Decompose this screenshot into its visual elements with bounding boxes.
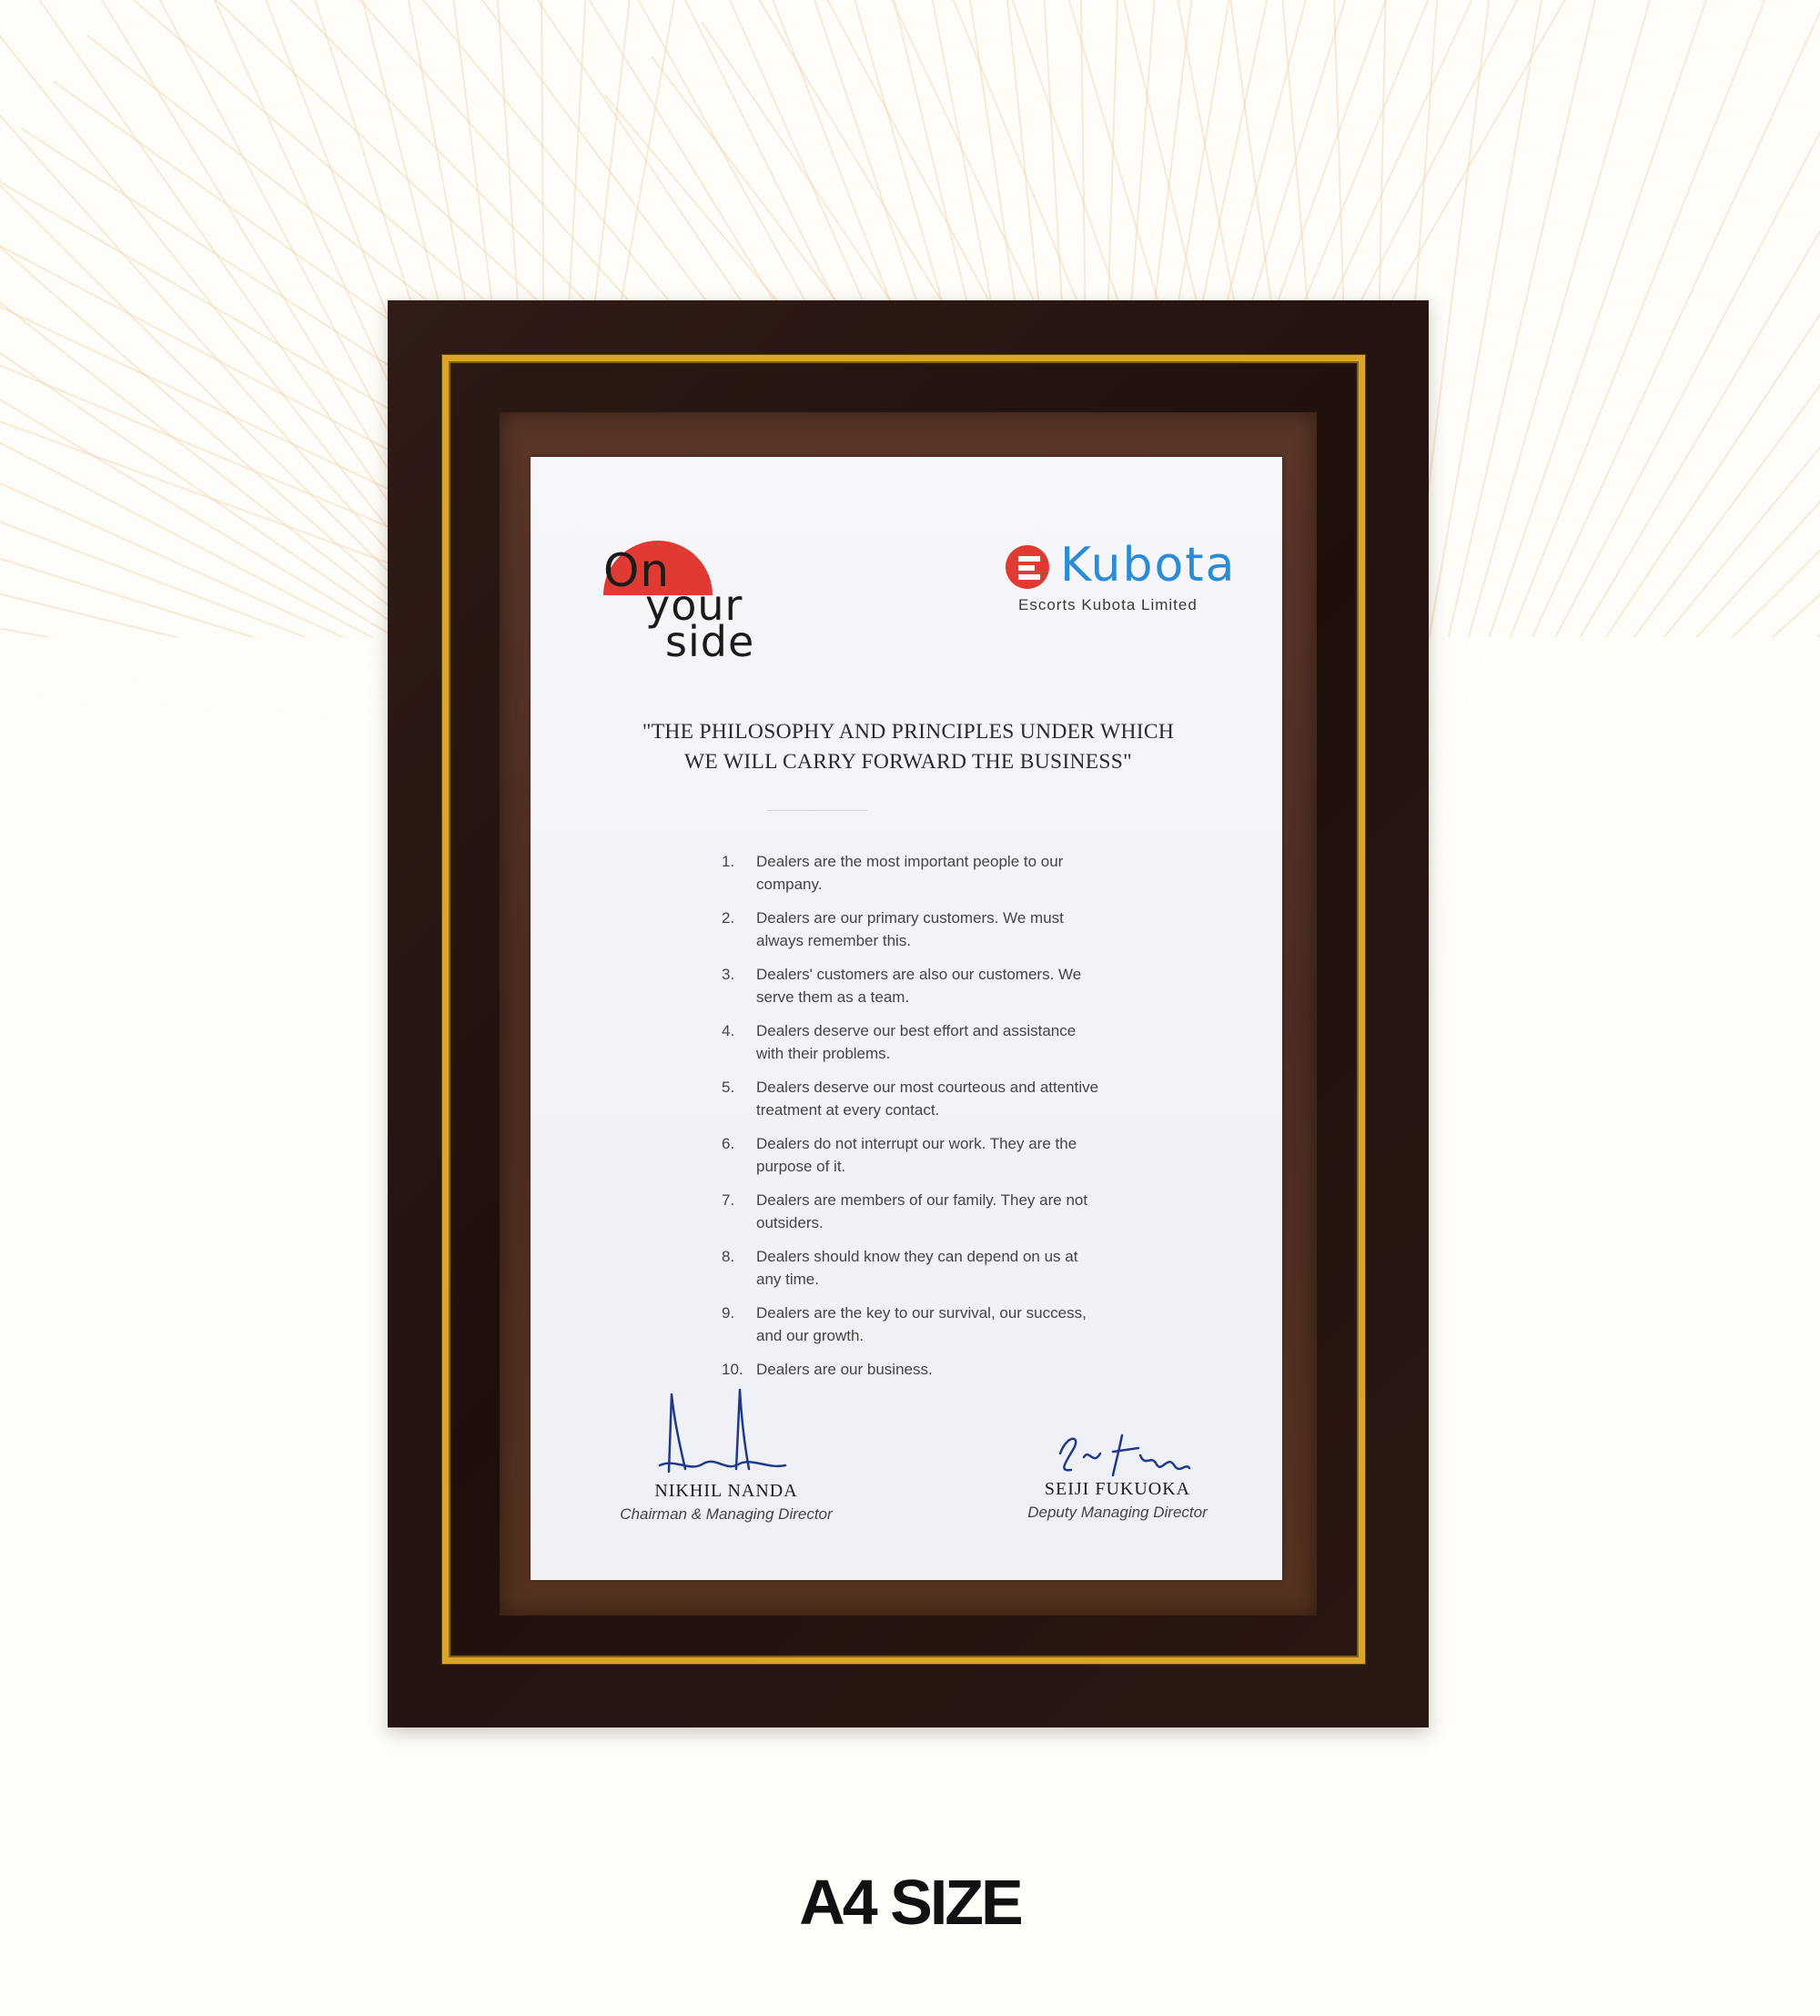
list-item bbox=[722, 1302, 1104, 1358]
principle-text: Dealers are our primary customers. We must always remember this. bbox=[756, 909, 1064, 949]
list-item bbox=[722, 963, 1104, 1019]
principle-text: Dealers deserve our most courteous and attentive treatment at every contact. bbox=[756, 1079, 1099, 1119]
list-item bbox=[722, 1076, 1104, 1132]
principle-number: 8. bbox=[722, 1248, 735, 1265]
principle-text: Dealers should know they can depend on us at any time. bbox=[756, 1248, 1078, 1288]
principle-number: 2. bbox=[722, 909, 735, 927]
principle-number: 6. bbox=[722, 1135, 735, 1152]
principles-list bbox=[722, 850, 1104, 1414]
logo-text-your: your bbox=[645, 581, 743, 630]
signatory-title: Deputy Managing Director bbox=[1027, 1504, 1208, 1521]
principle-text: Dealers are the most important people to our company. bbox=[756, 853, 1064, 893]
signature-block-chairman bbox=[603, 1385, 849, 1524]
on-your-side-logo bbox=[585, 521, 776, 666]
principle-text: Dealers deserve our best effort and assistance with their problems. bbox=[756, 1022, 1077, 1062]
principle-text: Dealers are our business. bbox=[756, 1361, 933, 1378]
escorts-kubota-mark-icon bbox=[1004, 543, 1055, 594]
principle-text: Dealers are members of our family. They are not outsiders. bbox=[756, 1191, 1088, 1231]
principle-number: 1. bbox=[722, 853, 735, 870]
principle-number: 7. bbox=[722, 1191, 735, 1209]
handwritten-signature-icon bbox=[995, 1426, 1240, 1479]
principle-number: 10. bbox=[722, 1361, 743, 1378]
kubota-wordmark: Kubota bbox=[1060, 538, 1237, 593]
list-item bbox=[722, 850, 1104, 907]
list-item bbox=[722, 1245, 1104, 1302]
size-caption: A4 SIZE bbox=[799, 1867, 1021, 1938]
principle-number: 9. bbox=[722, 1304, 735, 1322]
principle-text: Dealers are the key to our survival, our success, and our growth. bbox=[756, 1304, 1087, 1344]
list-item bbox=[722, 1189, 1104, 1245]
list-item bbox=[722, 1019, 1104, 1076]
heading-divider bbox=[767, 810, 867, 811]
certificate-heading: "THE PHILOSOPHY AND PRINCIPLES UNDER WHICH WE WILL CARRY FORWARD THE BUSINESS" bbox=[642, 720, 1175, 774]
principle-number: 5. bbox=[722, 1079, 735, 1096]
principle-text: Dealers do not interrupt our work. They are the purpose of it. bbox=[756, 1135, 1077, 1175]
list-item bbox=[722, 1132, 1104, 1189]
principle-text: Dealers' customers are also our customers. We serve them as a team. bbox=[756, 966, 1082, 1006]
signatory-name: NIKHIL NANDA bbox=[654, 1481, 798, 1501]
principle-number: 4. bbox=[722, 1022, 735, 1039]
principle-number: 3. bbox=[722, 966, 735, 983]
handwritten-signature-icon bbox=[603, 1385, 849, 1481]
list-item bbox=[722, 907, 1104, 963]
kubota-logo bbox=[1004, 538, 1240, 616]
certificate-paper bbox=[531, 457, 1282, 1580]
logo-text-on: On bbox=[603, 544, 671, 597]
signatory-title: Chairman & Managing Director bbox=[620, 1505, 833, 1523]
signatory-name: SEIJI FUKUOKA bbox=[1044, 1479, 1191, 1499]
signature-block-deputy bbox=[995, 1426, 1240, 1522]
logo-text-side: side bbox=[665, 617, 755, 666]
kubota-company-name: Escorts Kubota Limited bbox=[1018, 596, 1198, 613]
